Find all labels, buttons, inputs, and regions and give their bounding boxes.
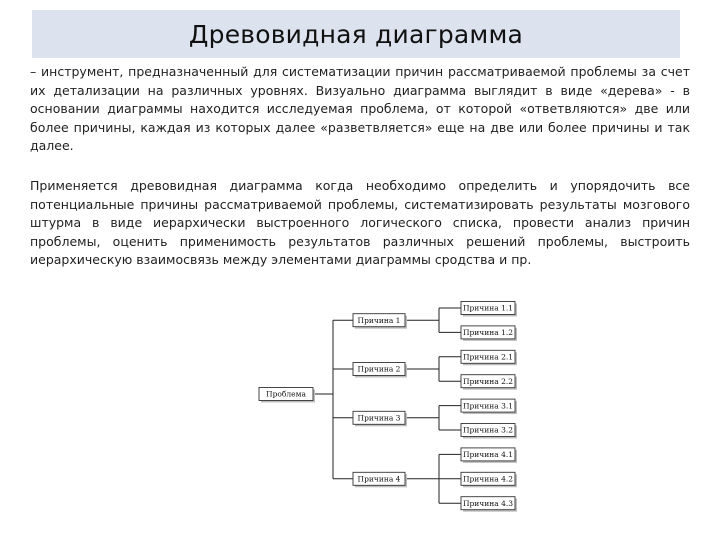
- cause-2: [353, 363, 407, 378]
- sub-cause-4-1-label: Причина 4.1: [462, 450, 514, 460]
- root-problem: [259, 388, 315, 403]
- sub-cause-3-1: [461, 399, 517, 414]
- sub-cause-2-1: [461, 350, 517, 365]
- sub-cause-4-2: [461, 472, 517, 487]
- tree-nodes: [259, 302, 517, 512]
- sub-cause-4-3: [461, 497, 517, 512]
- sub-cause-4-2-label: Причина 4.2: [462, 474, 514, 484]
- sub-cause-1-1: [461, 302, 517, 317]
- sub-cause-3-1-label: Причина 3.1: [462, 401, 514, 411]
- sub-cause-1-2: [461, 326, 517, 341]
- root-problem-label: Проблема: [266, 389, 306, 399]
- cause-1: [353, 314, 407, 329]
- sub-cause-3-2: [461, 424, 517, 439]
- cause-4-label: Причина 4: [357, 474, 401, 484]
- cause-3-label: Причина 3: [357, 413, 401, 423]
- cause-2-label: Причина 2: [357, 364, 401, 374]
- sub-cause-2-2-label: Причина 2.2: [462, 376, 514, 386]
- slide-title: Древовидная диаграмма: [188, 19, 524, 49]
- sub-cause-4-3-label: Причина 4.3: [462, 498, 514, 508]
- sub-cause-3-2-label: Причина 3.2: [462, 425, 514, 435]
- sub-cause-2-1-label: Причина 2.1: [462, 352, 514, 362]
- sub-cause-1-2-label: Причина 1.2: [462, 328, 514, 338]
- usage-paragraph: Применяется древовидная диаграмма когда необходимо определить и упорядочить все потенциальные причины рассматриваемой проблемы, систематизировать результаты мозгового штурма в виде иерархически выстроенного логического списка, провести анализ причин проблемы, оценить применимость результатов различных решений проблемы, выстроить иерархическую взаимосвязь между элементами диаграммы сродства и пр.: [30, 178, 690, 267]
- definition-paragraph: – инструмент, предназначенный для систематизации причин рассматриваемой проблемы за счет их детализации на различных уровнях. Визуально диаграмма выглядит в виде «дерева» - в основании диаграммы находится исследуемая проблема, от которой «ответвляются» две или более причины, каждая из которых далее «разветвляется» еще на две или более причины и так далее.: [30, 64, 690, 153]
- cause-3: [353, 411, 407, 426]
- sub-cause-4-1: [461, 448, 517, 463]
- sub-cause-2-2: [461, 375, 517, 390]
- cause-4: [353, 472, 407, 487]
- sub-cause-1-1-label: Причина 1.1: [462, 303, 514, 313]
- cause-1-label: Причина 1: [357, 315, 401, 325]
